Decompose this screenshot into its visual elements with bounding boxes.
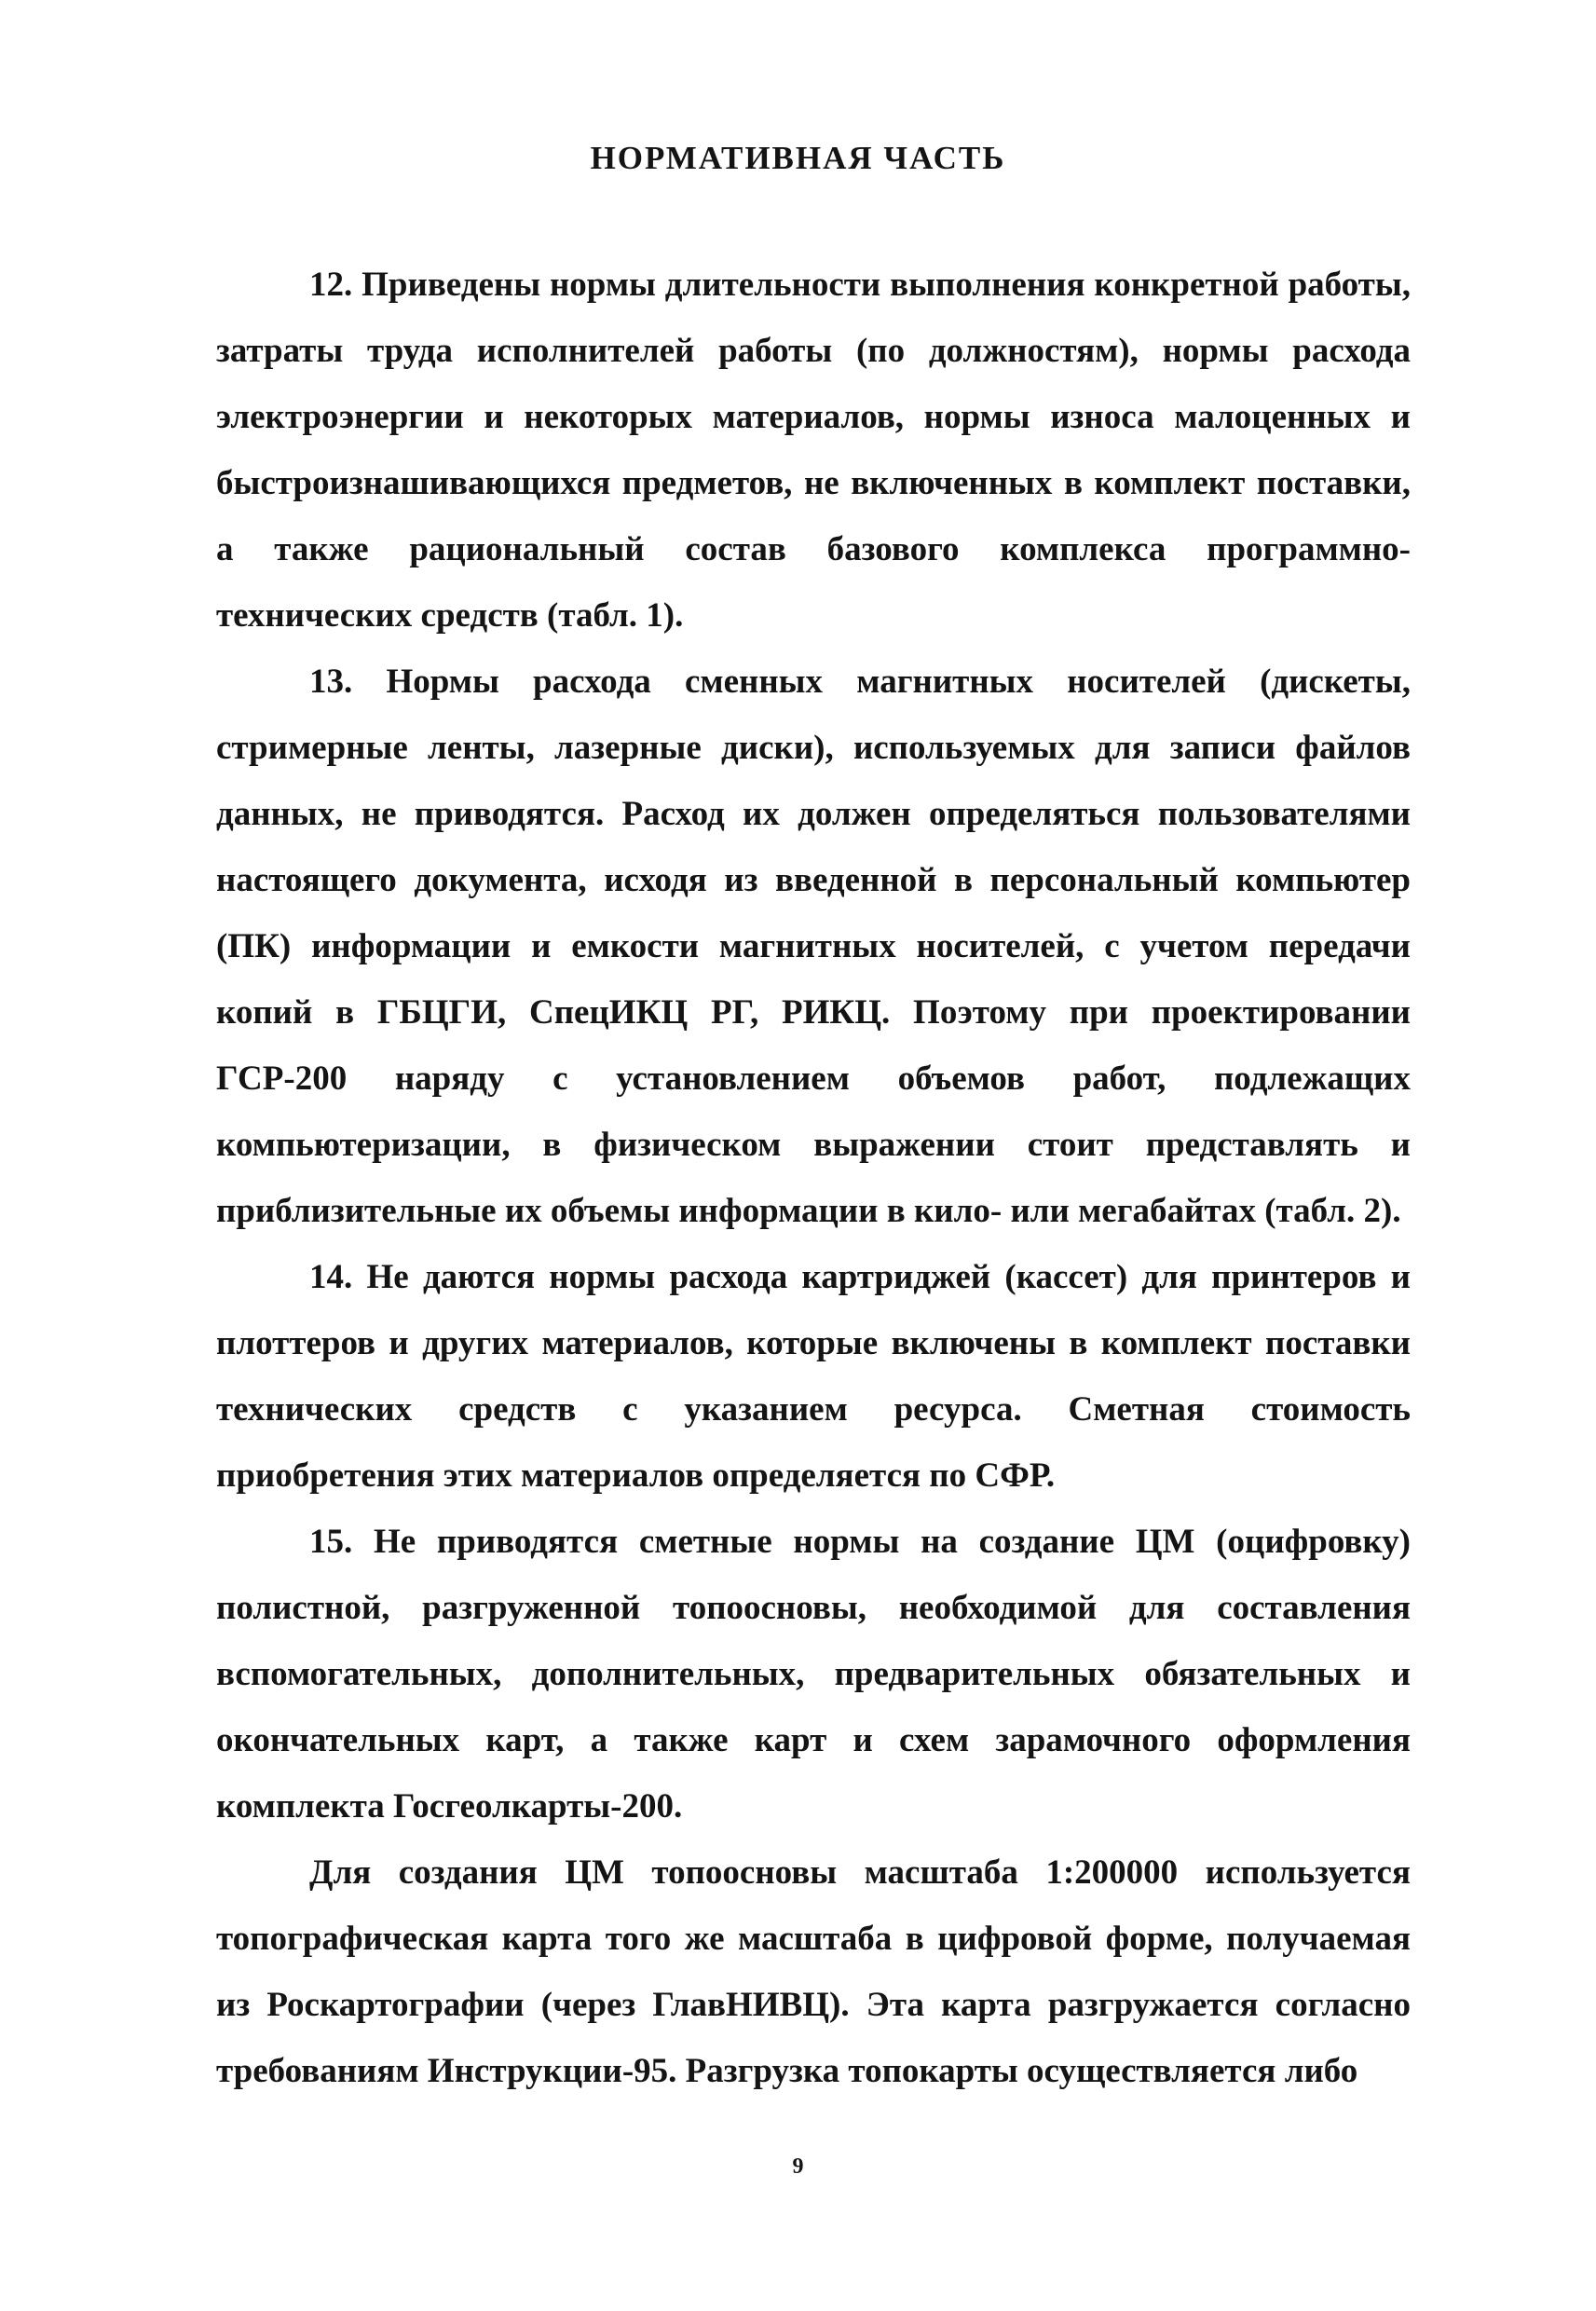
body-text [216, 252, 1411, 2104]
paragraph-13: 13. Нормы расхода сменных магнитных носителей (дискеты, стримерные ленты, лазерные диски), используемых для записи файлов данных, не приводятся. Расход их должен определяться пользователями настоящего документа, исходя из введенной в персональный компьютер (ПК) информации и емкости магнитных носителей, с учетом передачи копий в ГБЦГИ, СпецИКЦ РГ, РИКЦ. Поэтому при проектировании ГСР-200 наряду с установлением объемов работ, подлежащих компьютеризации, в физическом выражении стоит представлять и приблизительные их объемы информации в кило- или мегабайтах (табл. 2). [216, 663, 1411, 1230]
paragraph-topobase: Для создания ЦМ топоосновы масштаба 1:200000 используется топографическая карта того же масштаба в цифровой форме, получаемая из Роскартографии (через ГлавНИВЦ). Эта карта разгружается согласно требованиям Инструкции-95. Разгрузка топокарты осуществляется либо [216, 1853, 1411, 2090]
paragraph-12: 12. Приведены нормы длительности выполнения конкретной работы, затраты труда исполнителей работы (по должностям), нормы расхода электроэнергии и некоторых материалов, нормы износа малоценных и быстроизнашивающихся предметов, не включенных в комплект поставки, а также рациональный состав базового комплекса программно-технических средств (табл. 1). [216, 266, 1411, 635]
paragraph-15: 15. Не приводятся сметные нормы на создание ЦМ (оцифровку) полистной, разгруженной топоосновы, необходимой для составления вспомогательных, дополнительных, предварительных обязательных и окончательных карт, а также карт и схем зарамочного оформления комплекта Госгеолкарты-200. [216, 1523, 1411, 1826]
page-number: 9 [792, 2154, 804, 2179]
page-title: НОРМАТИВНАЯ ЧАСТЬ [590, 140, 1006, 176]
paragraph-14: 14. Не даются нормы расхода картриджей (кассет) для принтеров и плоттеров и других материалов, которые включены в комплект поставки технических средств с указанием ресурса. Сметная стоимость приобретения этих материалов определяется по СФР. [216, 1258, 1411, 1495]
